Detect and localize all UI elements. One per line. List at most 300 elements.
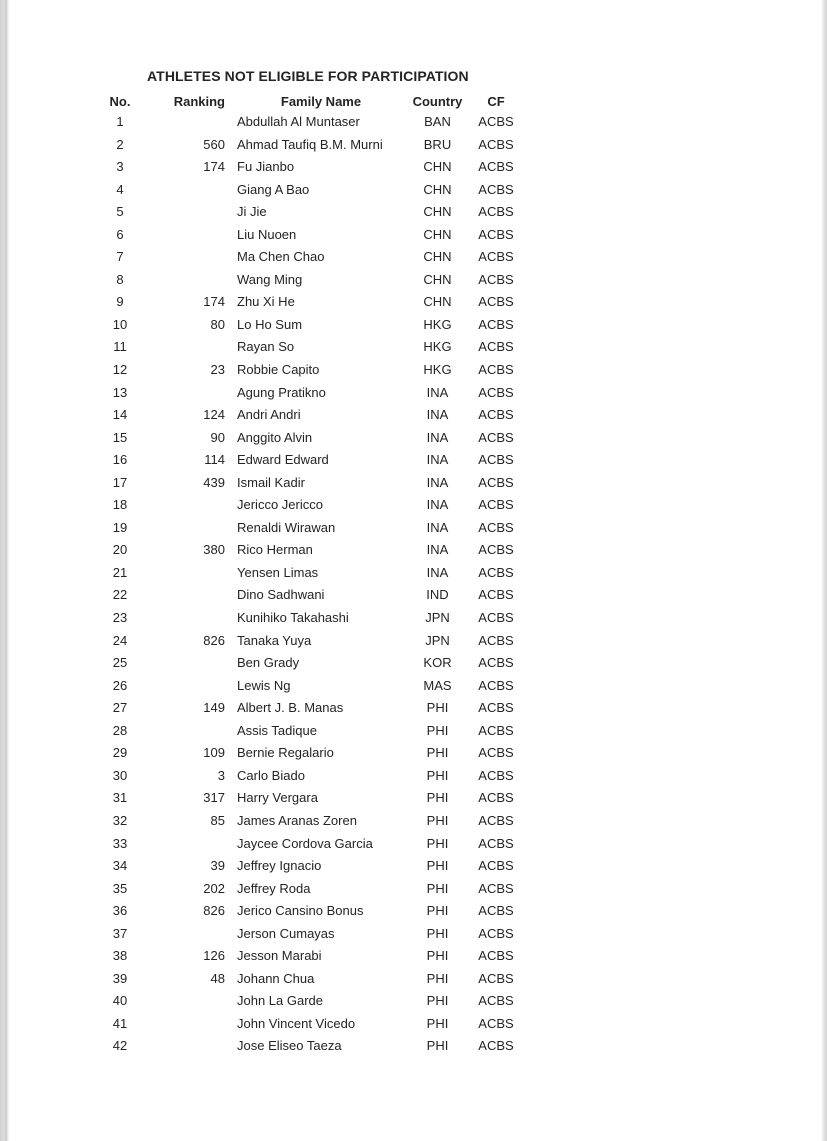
table-row (90, 359, 522, 382)
column-spacer (225, 427, 237, 450)
cell-ranking: 439 (203, 474, 225, 490)
cell-no: 23 (112, 610, 128, 626)
column-header-no: No. (109, 94, 131, 109)
table-row (90, 449, 522, 472)
cell-family-name: Fu Jianbo (237, 159, 295, 175)
cell-cf: ACBS (478, 722, 514, 738)
cell-ranking (150, 246, 225, 269)
column-spacer (225, 990, 237, 1013)
cell-country: INA (426, 564, 449, 580)
column-spacer (225, 246, 237, 269)
cell-no: 11 (113, 339, 127, 355)
table-row (90, 630, 522, 653)
column-spacer (225, 472, 237, 495)
cell-family-name: Jaycee Cordova Garcia (237, 835, 373, 851)
cell-cf: ACBS (478, 1015, 514, 1031)
cell-no: 13 (112, 384, 128, 400)
cell-ranking (150, 584, 225, 607)
cell-cf: ACBS (478, 948, 514, 964)
cell-family-name: Ji Jie (237, 204, 267, 220)
table-row (90, 607, 522, 630)
column-spacer (225, 923, 237, 946)
table-row (90, 382, 522, 405)
cell-family-name: Zhu Xi He (237, 294, 295, 310)
cell-no: 3 (116, 159, 124, 175)
column-spacer (225, 630, 237, 653)
cell-country: PHI (426, 1038, 449, 1054)
cell-ranking: 39 (210, 858, 225, 874)
cell-ranking (150, 923, 225, 946)
cell-family-name: Kunihiko Takahashi (237, 610, 349, 626)
cell-family-name: Agung Pratikno (237, 384, 326, 400)
cell-no: 34 (112, 858, 128, 874)
cell-family-name: Jerico Cansino Bonus (237, 903, 364, 919)
cell-ranking: 174 (203, 159, 225, 175)
column-spacer (225, 607, 237, 630)
cell-cf: ACBS (478, 226, 514, 242)
cell-family-name: Rico Herman (237, 542, 313, 558)
cell-country: INA (426, 474, 449, 490)
column-spacer (225, 291, 237, 314)
table-row (90, 810, 522, 833)
cell-family-name: James Aranas Zoren (237, 812, 357, 828)
cell-country: CHN (423, 159, 452, 175)
cell-cf: ACBS (478, 993, 514, 1009)
cell-country: CHN (423, 249, 452, 265)
cell-cf: ACBS (478, 452, 514, 468)
cell-no: 27 (112, 700, 128, 716)
cell-no: 6 (116, 226, 124, 242)
cell-no: 30 (112, 767, 128, 783)
cell-cf: ACBS (478, 136, 514, 152)
cell-country: INA (426, 384, 449, 400)
table-row (90, 179, 522, 202)
column-spacer (225, 697, 237, 720)
page-left-edge-shadow (0, 0, 10, 1141)
cell-country: KOR (423, 655, 452, 671)
table-row (90, 291, 522, 314)
cell-no: 32 (112, 812, 128, 828)
cell-ranking (150, 1013, 225, 1036)
column-header-cf: CF (487, 94, 505, 109)
cell-cf: ACBS (478, 790, 514, 806)
column-spacer (225, 968, 237, 991)
cell-family-name: Giang A Bao (237, 181, 310, 197)
column-spacer (225, 201, 237, 224)
cell-cf: ACBS (478, 835, 514, 851)
cell-ranking: 80 (210, 316, 225, 332)
cell-no: 18 (112, 497, 128, 513)
cell-ranking: 202 (203, 880, 225, 896)
cell-no: 28 (112, 722, 128, 738)
column-spacer (225, 720, 237, 743)
cell-country: HKG (423, 362, 452, 378)
cell-country: CHN (423, 226, 452, 242)
table-row (90, 787, 522, 810)
cell-country: PHI (426, 790, 449, 806)
cell-country: CHN (423, 181, 452, 197)
column-spacer (225, 359, 237, 382)
cell-country: PHI (426, 925, 449, 941)
cell-cf: ACBS (478, 632, 514, 648)
cell-family-name: Albert J. B. Manas (237, 700, 344, 716)
table-row (90, 134, 522, 157)
cell-cf: ACBS (478, 249, 514, 265)
table-row (90, 584, 522, 607)
table-row (90, 1013, 522, 1036)
table-row (90, 742, 522, 765)
column-header-country: Country (412, 94, 463, 109)
cell-no: 8 (116, 271, 124, 287)
column-spacer (225, 494, 237, 517)
cell-cf: ACBS (478, 271, 514, 287)
column-spacer (225, 92, 237, 111)
cell-family-name: Jeffrey Ignacio (237, 858, 322, 874)
table-row (90, 201, 522, 224)
cell-cf: ACBS (478, 429, 514, 445)
column-spacer (225, 224, 237, 247)
cell-country: INA (426, 542, 449, 558)
cell-no: 12 (112, 362, 128, 378)
cell-ranking: 114 (204, 452, 225, 468)
cell-ranking (150, 269, 225, 292)
table-row (90, 675, 522, 698)
cell-cf: ACBS (478, 114, 514, 129)
cell-cf: ACBS (478, 970, 514, 986)
table-row (90, 562, 522, 585)
cell-ranking: 317 (203, 790, 225, 806)
cell-no: 17 (112, 474, 128, 490)
column-header-family-name: Family Name (280, 94, 362, 109)
table-row (90, 878, 522, 901)
table-row (90, 246, 522, 269)
cell-cf: ACBS (478, 564, 514, 580)
column-spacer (225, 855, 237, 878)
cell-ranking: 560 (203, 136, 225, 152)
cell-country: IND (426, 587, 449, 603)
cell-family-name: Lo Ho Sum (237, 316, 303, 332)
cell-family-name: Anggito Alvin (237, 429, 313, 445)
table-row (90, 833, 522, 856)
cell-no: 10 (112, 316, 128, 332)
cell-country: HKG (423, 316, 452, 332)
cell-no: 19 (112, 519, 128, 535)
cell-no: 5 (116, 204, 124, 220)
cell-country: PHI (426, 835, 449, 851)
cell-no: 38 (112, 948, 128, 964)
cell-no: 31 (112, 790, 128, 806)
cell-country: PHI (426, 970, 449, 986)
column-spacer (225, 675, 237, 698)
cell-cf: ACBS (478, 384, 514, 400)
cell-no: 29 (112, 745, 128, 761)
cell-no: 14 (112, 407, 128, 423)
cell-ranking (150, 607, 225, 630)
column-spacer (225, 449, 237, 472)
cell-ranking: 23 (210, 362, 225, 378)
cell-country: PHI (426, 812, 449, 828)
cell-cf: ACBS (478, 339, 514, 355)
table-row (90, 539, 522, 562)
table-row (90, 517, 522, 540)
column-spacer (225, 900, 237, 923)
table-row (90, 697, 522, 720)
table-row (90, 765, 522, 788)
cell-cf: ACBS (478, 700, 514, 716)
cell-ranking: 109 (203, 745, 225, 761)
cell-ranking (150, 833, 225, 856)
cell-no: 39 (112, 970, 128, 986)
column-spacer (225, 156, 237, 179)
cell-country: PHI (426, 858, 449, 874)
cell-family-name: Robbie Capito (237, 362, 320, 378)
cell-country: PHI (426, 880, 449, 896)
cell-ranking: 85 (210, 812, 225, 828)
cell-country: JPN (425, 632, 450, 648)
cell-family-name: Abdullah Al Muntaser (237, 114, 360, 129)
table-row (90, 472, 522, 495)
cell-ranking (150, 336, 225, 359)
page-title: ATHLETES NOT ELIGIBLE FOR PARTICIPATION (147, 68, 469, 84)
cell-ranking (150, 382, 225, 405)
column-spacer (225, 765, 237, 788)
cell-no: 7 (116, 249, 124, 265)
cell-no: 41 (112, 1015, 128, 1031)
cell-country: PHI (426, 700, 449, 716)
table-row (90, 652, 522, 675)
cell-ranking: 149 (203, 700, 225, 716)
cell-no: 24 (112, 632, 128, 648)
cell-ranking (150, 494, 225, 517)
cell-ranking (150, 675, 225, 698)
cell-ranking (150, 224, 225, 247)
cell-no: 22 (112, 587, 128, 603)
column-header-ranking: Ranking (173, 94, 225, 109)
table-row (90, 923, 522, 946)
cell-family-name: Ahmad Taufiq B.M. Murni (237, 136, 383, 152)
cell-family-name: Wang Ming (237, 271, 303, 287)
cell-country: CHN (423, 294, 452, 310)
cell-cf: ACBS (478, 677, 514, 693)
cell-family-name: Jerson Cumayas (237, 925, 335, 941)
column-spacer (225, 652, 237, 675)
cell-country: INA (426, 519, 449, 535)
cell-country: BRU (423, 136, 452, 152)
cell-family-name: Carlo Biado (237, 767, 305, 783)
column-spacer (225, 179, 237, 202)
table-header-row (90, 92, 522, 111)
cell-family-name: Tanaka Yuya (237, 632, 312, 648)
cell-no: 42 (112, 1038, 128, 1054)
cell-family-name: Ma Chen Chao (237, 249, 325, 265)
table-row (90, 427, 522, 450)
cell-cf: ACBS (478, 925, 514, 941)
cell-no: 36 (112, 903, 128, 919)
cell-family-name: Rayan So (237, 339, 295, 355)
cell-cf: ACBS (478, 767, 514, 783)
cell-ranking (150, 111, 225, 134)
cell-ranking: 826 (203, 903, 225, 919)
cell-cf: ACBS (478, 159, 514, 175)
table-row (90, 990, 522, 1013)
cell-family-name: John Vincent Vicedo (237, 1015, 356, 1031)
cell-cf: ACBS (478, 1038, 514, 1054)
column-spacer (225, 382, 237, 405)
cell-no: 15 (112, 429, 128, 445)
table-row (90, 269, 522, 292)
cell-country: CHN (423, 204, 452, 220)
cell-cf: ACBS (478, 474, 514, 490)
cell-ranking (150, 720, 225, 743)
cell-country: PHI (426, 993, 449, 1009)
cell-cf: ACBS (478, 542, 514, 558)
cell-family-name: Yensen Limas (237, 564, 319, 580)
cell-cf: ACBS (478, 812, 514, 828)
cell-cf: ACBS (478, 858, 514, 874)
cell-cf: ACBS (478, 745, 514, 761)
table-row (90, 855, 522, 878)
cell-no: 26 (112, 677, 128, 693)
cell-ranking: 124 (203, 407, 225, 423)
column-spacer (225, 584, 237, 607)
table-row (90, 494, 522, 517)
cell-country: INA (426, 452, 449, 468)
column-spacer (225, 1013, 237, 1036)
column-spacer (225, 404, 237, 427)
cell-no: 35 (112, 880, 128, 896)
cell-country: PHI (426, 767, 449, 783)
cell-family-name: Renaldi Wirawan (237, 519, 336, 535)
cell-ranking: 380 (203, 542, 225, 558)
column-spacer (225, 878, 237, 901)
cell-country: INA (426, 429, 449, 445)
column-spacer (225, 111, 237, 134)
cell-family-name: Ismail Kadir (237, 474, 305, 490)
cell-family-name: Liu Nuoen (237, 226, 297, 242)
column-spacer (225, 314, 237, 337)
cell-country: BAN (424, 114, 451, 129)
cell-no: 1 (116, 114, 124, 129)
cell-cf: ACBS (478, 880, 514, 896)
cell-cf: ACBS (478, 204, 514, 220)
cell-cf: ACBS (478, 316, 514, 332)
cell-ranking: 826 (203, 632, 225, 648)
cell-cf: ACBS (478, 655, 514, 671)
column-spacer (225, 539, 237, 562)
table-row (90, 720, 522, 743)
cell-family-name: Johann Chua (237, 970, 315, 986)
table-body (90, 111, 522, 1058)
table-row (90, 156, 522, 179)
cell-no: 4 (116, 181, 124, 197)
cell-country: MAS (423, 677, 452, 693)
column-spacer (225, 134, 237, 157)
cell-family-name: Jesson Marabi (237, 948, 322, 964)
column-spacer (225, 787, 237, 810)
cell-cf: ACBS (478, 610, 514, 626)
cell-country: JPN (425, 610, 450, 626)
cell-cf: ACBS (478, 497, 514, 513)
cell-ranking: 174 (203, 294, 225, 310)
cell-ranking: 3 (217, 767, 225, 783)
cell-no: 37 (112, 925, 128, 941)
page-right-edge-shadow (821, 0, 827, 1141)
column-spacer (225, 1035, 237, 1058)
column-spacer (225, 810, 237, 833)
cell-country: PHI (426, 948, 449, 964)
cell-no: 2 (116, 136, 124, 152)
cell-ranking (150, 562, 225, 585)
cell-family-name: Jeffrey Roda (237, 880, 311, 896)
cell-ranking (150, 201, 225, 224)
cell-cf: ACBS (478, 294, 514, 310)
cell-country: PHI (426, 903, 449, 919)
cell-family-name: Lewis Ng (237, 677, 291, 693)
cell-family-name: Andri Andri (237, 407, 301, 423)
table-row (90, 404, 522, 427)
cell-family-name: Harry Vergara (237, 790, 318, 806)
cell-no: 16 (112, 452, 128, 468)
cell-cf: ACBS (478, 587, 514, 603)
cell-cf: ACBS (478, 903, 514, 919)
cell-family-name: Ben Grady (237, 655, 300, 671)
table-row (90, 945, 522, 968)
cell-ranking (150, 652, 225, 675)
cell-ranking: 90 (210, 429, 225, 445)
table-row (90, 1035, 522, 1058)
table-row (90, 314, 522, 337)
column-spacer (225, 742, 237, 765)
athletes-table (90, 92, 522, 1058)
column-spacer (225, 269, 237, 292)
cell-country: INA (426, 407, 449, 423)
cell-country: PHI (426, 745, 449, 761)
column-spacer (225, 562, 237, 585)
cell-ranking (150, 1035, 225, 1058)
cell-no: 20 (112, 542, 128, 558)
cell-ranking: 48 (210, 970, 225, 986)
table-row (90, 224, 522, 247)
cell-country: INA (426, 497, 449, 513)
table-row (90, 900, 522, 923)
cell-family-name: Dino Sadhwani (237, 587, 325, 603)
cell-cf: ACBS (478, 519, 514, 535)
cell-no: 9 (116, 294, 124, 310)
cell-country: CHN (423, 271, 452, 287)
table-row (90, 111, 522, 134)
column-spacer (225, 517, 237, 540)
cell-ranking (150, 990, 225, 1013)
cell-no: 40 (112, 993, 128, 1009)
cell-family-name: Edward Edward (237, 452, 329, 468)
cell-country: PHI (426, 1015, 449, 1031)
cell-family-name: Jericco Jericco (237, 497, 323, 513)
cell-family-name: Assis Tadique (237, 722, 317, 738)
cell-ranking (150, 517, 225, 540)
cell-no: 33 (112, 835, 128, 851)
cell-country: PHI (426, 722, 449, 738)
cell-cf: ACBS (478, 362, 514, 378)
table-row (90, 968, 522, 991)
cell-cf: ACBS (478, 407, 514, 423)
cell-no: 21 (112, 564, 128, 580)
cell-ranking (150, 179, 225, 202)
cell-no: 25 (112, 655, 128, 671)
cell-family-name: Jose Eliseo Taeza (237, 1038, 342, 1054)
column-spacer (225, 336, 237, 359)
cell-ranking: 126 (203, 948, 225, 964)
cell-cf: ACBS (478, 181, 514, 197)
